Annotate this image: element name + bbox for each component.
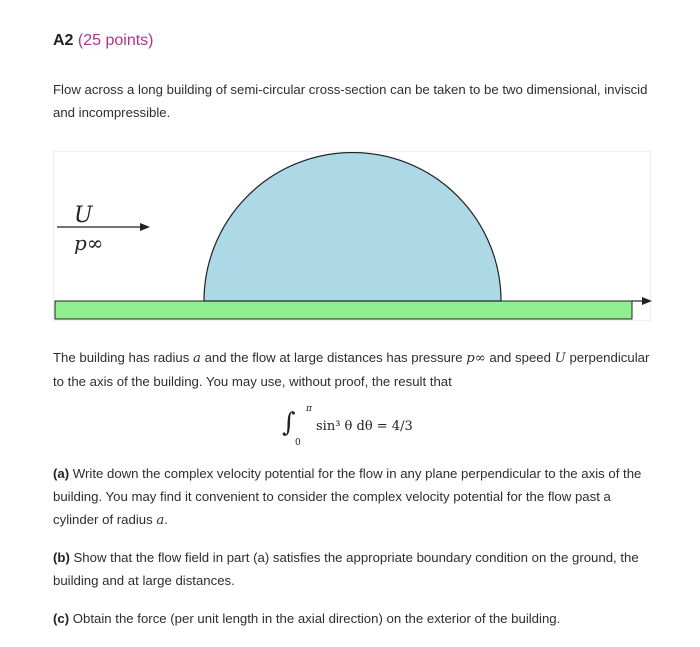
intro-paragraph: Flow across a long building of semi-circular cross-section can be taken to be two dimensional, inviscid and incompressible.	[53, 82, 648, 120]
integral-expression: sin³ θ dθ = 4/3	[316, 419, 413, 434]
speed-symbol: U	[554, 351, 566, 366]
building-figure	[53, 151, 651, 321]
part-b-label: (b)	[53, 550, 70, 565]
part-c-text: Obtain the force (per unit length in the axial direction) on the exterior of the building.	[69, 611, 561, 626]
radius-symbol: a	[193, 351, 201, 366]
part-a	[53, 462, 653, 532]
desc-part1: The building has radius	[53, 350, 194, 365]
building-semicircle	[204, 153, 501, 301]
part-a-label: (a)	[53, 466, 70, 481]
part-c-label: (c)	[53, 611, 70, 626]
question-heading	[53, 32, 154, 50]
part-b	[53, 546, 653, 592]
part-a-end: .	[164, 512, 168, 527]
integral-sign: ∫	[282, 408, 296, 438]
part-a-text: Write down the complex velocity potential for the flow in any plane perpendicular to the axis of the building. You may find it convenient to consider the complex velocity potential for the flow past a cylinder of radius	[53, 466, 642, 527]
ground-strip	[55, 301, 632, 319]
integral-lower-limit: 0	[295, 438, 301, 448]
description-paragraph	[53, 346, 653, 393]
integral-upper-limit: π	[306, 404, 312, 414]
part-a-symbol: a	[156, 513, 165, 528]
desc-part3: and speed	[485, 350, 555, 365]
velocity-arrow-head	[140, 223, 150, 231]
part-c	[53, 607, 653, 630]
velocity-label: U	[74, 203, 93, 228]
question-number: A2	[53, 32, 74, 49]
pressure-label: p∞	[74, 231, 104, 255]
ground-arrow-head	[642, 297, 652, 305]
pressure-symbol: p∞	[466, 351, 486, 366]
question-points: (25 points)	[77, 32, 154, 49]
desc-part4: perpendicular to the axis of the building. You may use, without proof, the result that	[53, 350, 650, 389]
part-b-text: Show that the flow field in part (a) satisfies the appropriate boundary condition on the ground, the building and at large distances.	[53, 550, 639, 588]
desc-part2: and the flow at large distances has pressure	[200, 350, 467, 365]
figure-svg	[54, 152, 652, 322]
